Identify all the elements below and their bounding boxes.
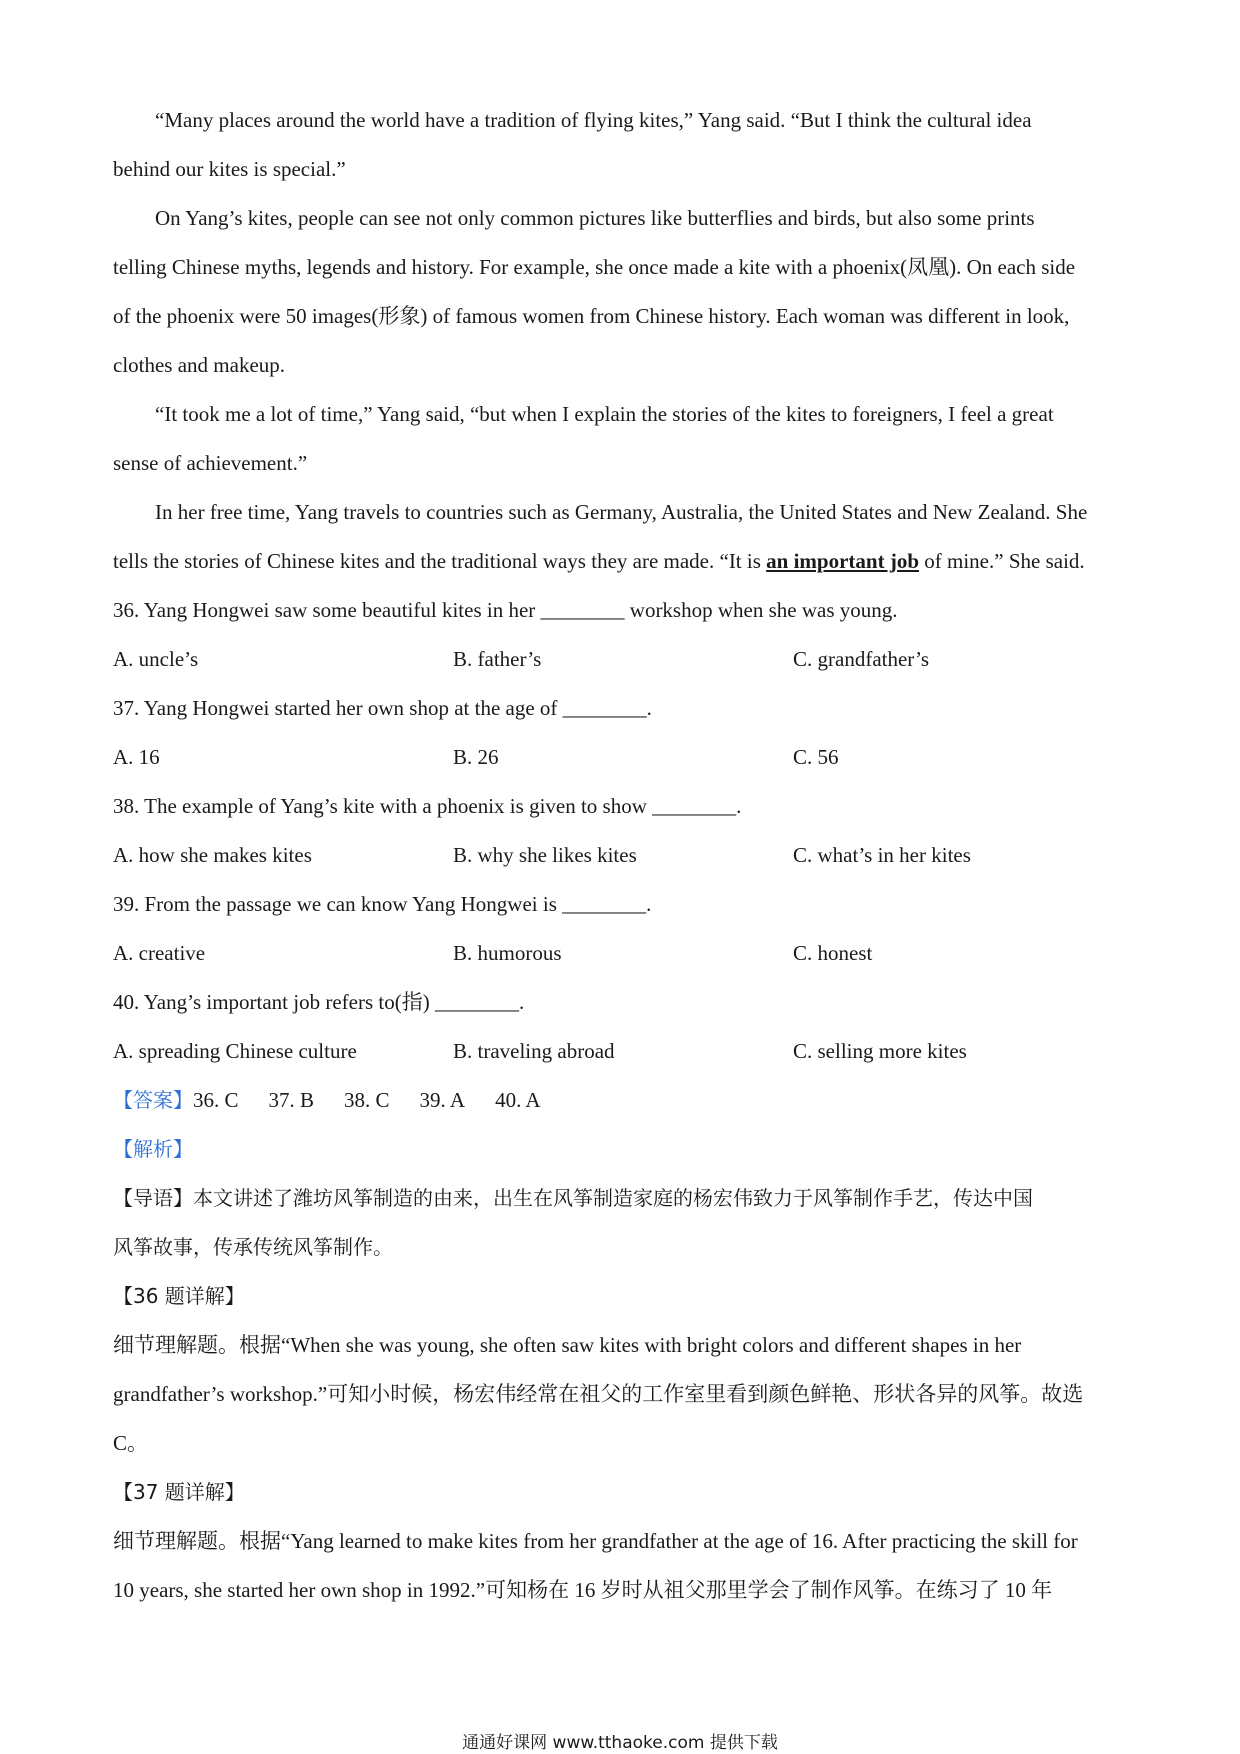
option-a: A. creative <box>113 941 206 965</box>
answer-item: 36. C <box>193 1088 239 1112</box>
analysis-line: grandfather’s workshop.”可知小时候，杨宏伟经常在祖父的工作室里看到颜色鲜艳、形状各异的风筝。故选 <box>113 1382 1084 1406</box>
q36-detail-title: 【36 题详解】 <box>113 1284 245 1308</box>
page-footer: 通通好课网 www.tthaoke.com 提供下载 <box>462 1733 778 1753</box>
passage-line: of the phoenix were 50 images(形象) of famous women from Chinese history. Each woman was different in look, <box>113 304 1070 328</box>
option-a: A. 16 <box>113 745 160 769</box>
analysis-line: 10 years, she started her own shop in 1992.”可知杨在 16 岁时从祖父那里学会了制作风筝。在练习了 10 年 <box>113 1578 1053 1602</box>
question-options <box>113 733 1133 782</box>
option-b: B. why she likes kites <box>453 843 637 867</box>
option-a: A. how she makes kites <box>113 843 312 867</box>
option-b: B. traveling abroad <box>453 1039 615 1063</box>
question-options <box>113 831 1133 880</box>
answer-item: 40. A <box>495 1088 541 1112</box>
analysis-heading <box>113 1125 1133 1174</box>
passage-text: of mine.” She said. <box>919 549 1085 573</box>
question-stem: 38. The example of Yang’s kite with a phoenix is given to show ________. <box>113 794 742 818</box>
passage-line: “Many places around the world have a tradition of flying kites,” Yang said. “But I think the cultural idea <box>155 108 1032 132</box>
passage-line: On Yang’s kites, people can see not only common pictures like butterflies and birds, but also some prints <box>155 206 1035 230</box>
analysis-line: 风筝故事，传承传统风筝制作。 <box>113 1235 393 1259</box>
option-b: B. father’s <box>453 647 542 671</box>
answer-label: 【答案】 <box>113 1088 193 1112</box>
passage-text: tells the stories of Chinese kites and the traditional ways they are made. “It is <box>113 549 767 573</box>
passage-line: telling Chinese myths, legends and history. For example, she once made a kite with a phoenix(凤凰). On each side <box>113 255 1076 279</box>
analysis-line: 【导语】本文讲述了潍坊风筝制造的由来，出生在风筝制造家庭的杨宏伟致力于风筝制作手艺，传达中国 <box>113 1186 1033 1210</box>
q37-detail-title: 【37 题详解】 <box>113 1480 245 1504</box>
question-options <box>113 1027 1133 1076</box>
analysis-label: 【解析】 <box>113 1137 193 1161</box>
passage-line: behind our kites is special.” <box>113 157 346 181</box>
passage-line: In her free time, Yang travels to countries such as Germany, Australia, the United States and New Zealand. She <box>155 500 1088 524</box>
option-c: C. honest <box>793 941 873 965</box>
question-options <box>113 635 1133 684</box>
answer-item: 38. C <box>344 1088 390 1112</box>
option-b: B. humorous <box>453 941 562 965</box>
option-b: B. 26 <box>453 745 499 769</box>
passage-line: “It took me a lot of time,” Yang said, “but when I explain the stories of the kites to foreigners, I feel a great <box>155 402 1054 426</box>
underlined-phrase: an important job <box>766 549 920 573</box>
option-c: C. what’s in her kites <box>793 843 971 867</box>
question-stem: 40. Yang’s important job refers to(指) ________. <box>113 990 525 1014</box>
option-c: C. selling more kites <box>793 1039 967 1063</box>
answer-item: 37. B <box>268 1088 315 1112</box>
answer-line <box>113 1076 1133 1125</box>
question-stem: 37. Yang Hongwei started her own shop at the age of ________. <box>113 696 652 720</box>
analysis-line: 细节理解题。根据“Yang learned to make kites from her grandfather at the age of 16. After practicing the skill for <box>113 1529 1078 1553</box>
answer-item: 39. A <box>419 1088 466 1112</box>
passage-line: sense of achievement.” <box>113 451 308 475</box>
passage-line <box>113 537 1133 586</box>
question-stem: 36. Yang Hongwei saw some beautiful kites in her ________ workshop when she was young. <box>113 598 898 622</box>
analysis-line: 细节理解题。根据“When she was young, she often saw kites with bright colors and different shapes in her <box>113 1333 1022 1357</box>
option-c: C. grandfather’s <box>793 647 930 671</box>
question-stem: 39. From the passage we can know Yang Hongwei is ________. <box>113 892 652 916</box>
question-options <box>113 929 1133 978</box>
option-a: A. spreading Chinese culture <box>113 1039 357 1063</box>
option-a: A. uncle’s <box>113 647 199 671</box>
analysis-line: C。 <box>113 1431 149 1455</box>
document-page <box>113 96 1133 1615</box>
option-c: C. 56 <box>793 745 839 769</box>
passage-line: clothes and makeup. <box>113 353 286 377</box>
